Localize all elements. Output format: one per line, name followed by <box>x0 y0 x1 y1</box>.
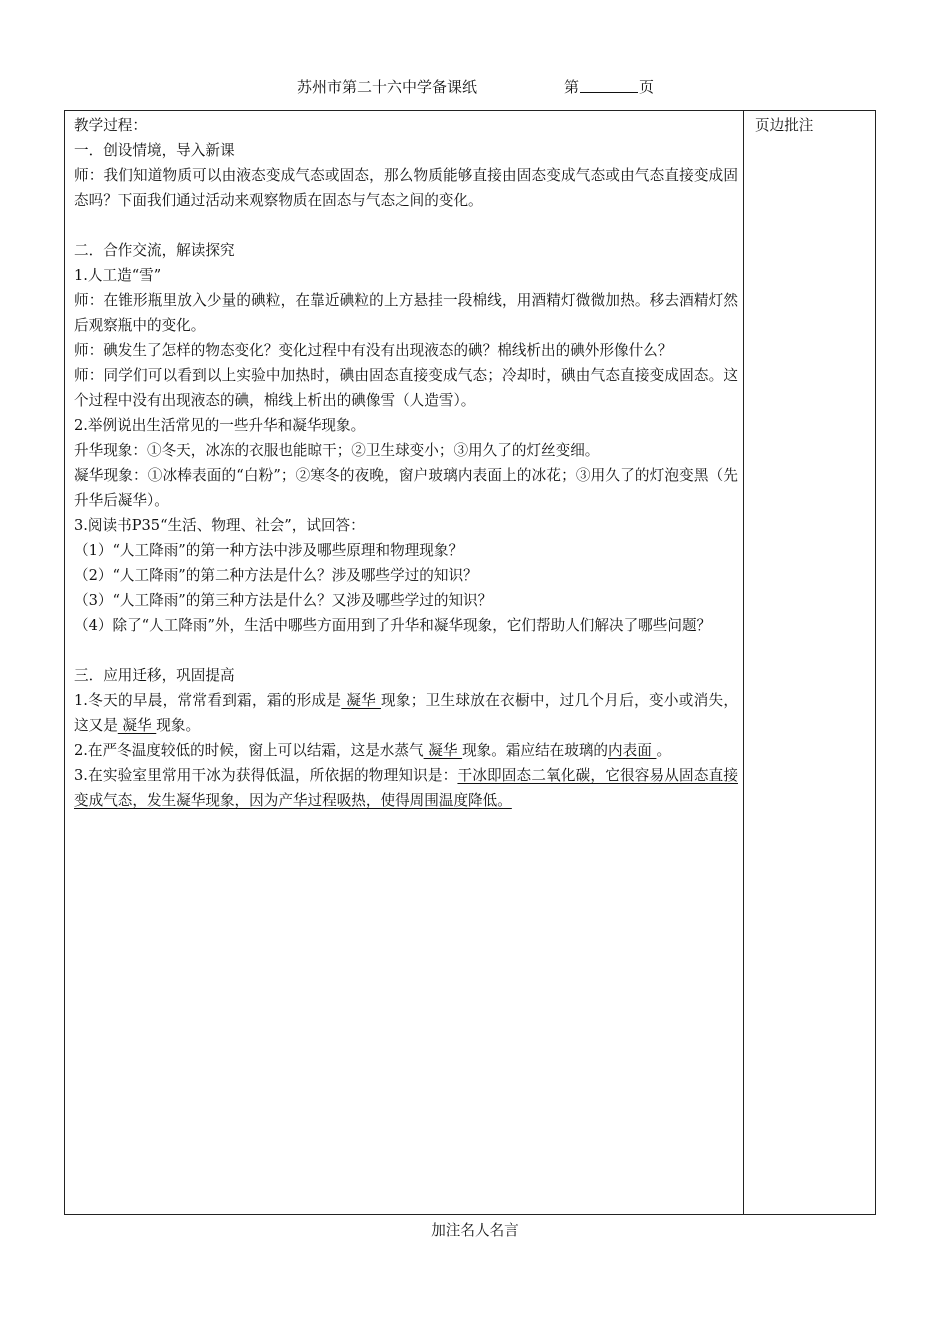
exercise-3-text-a: 3.在实验室里常用干冰为获得低温，所依据的物理知识是： <box>74 767 458 784</box>
school-name: 苏州市第二十六中学备课纸 <box>297 78 478 96</box>
exercise-2-answer-2: 内表面 <box>608 742 657 759</box>
item3-question-1: （1）“人工降雨”的第一种方法中涉及哪些原理和物理现象？ <box>74 542 464 559</box>
footer-quote-label: 加注名人名言 <box>431 1222 519 1239</box>
item1-paragraph-3: 师：同学们可以看到以上实验中加热时，碘由固态直接变成气态；冷却时，碘由气态直接变成固态。这个过程中没有出现液态的碘，棉线上析出的碘像雪（人造雪）。 <box>74 367 738 409</box>
item2-deposition: 凝华现象：①冰棒表面的“白粉”；②寒冬的夜晚，窗户玻璃内表面上的冰花；③用久了的灯泡变黑（先升华后凝华）。 <box>74 467 738 509</box>
teaching-process-column <box>74 113 738 813</box>
blank-line <box>74 638 738 663</box>
item3-question-2: （2）“人工降雨”的第二种方法是什么？涉及哪些学过的知识？ <box>74 567 478 584</box>
exercise-2-answer-1: 凝华 <box>423 742 463 759</box>
column-divider <box>743 111 744 1214</box>
exercise-1 <box>74 688 738 738</box>
margin-notes-title: 页边批注 <box>755 117 814 134</box>
page-suffix: 页 <box>639 78 655 96</box>
exercise-2 <box>74 738 738 763</box>
exercise-1-text-a: 1.冬天的早晨，常常看到霜，霜的形成是 <box>74 692 342 709</box>
exercise-1-answer-1: 凝华 <box>341 692 381 709</box>
exercise-2-text-b: 现象。霜应结在玻璃的 <box>462 742 609 759</box>
item3-question-3: （3）“人工降雨”的第三种方法是什么？又涉及哪些学过的知识？ <box>74 592 493 609</box>
section1-paragraph: 师：我们知道物质可以由液态变成气态或固态，那么物质能够直接由固态变成气态或由气态直接变成固态吗？下面我们通过活动来观察物质在固态与气态之间的变化。 <box>74 167 738 209</box>
item3-question-4: （4）除了“人工降雨”外，生活中哪些方面用到了升华和凝华现象，它们帮助人们解决了哪些问题？ <box>74 617 712 634</box>
page-prefix: 第 <box>564 78 580 96</box>
page-header <box>0 76 950 98</box>
item1-title: 1.人工造“雪” <box>74 267 162 284</box>
item2-sublimation: 升华现象：①冬天，冰冻的衣服也能晾干；②卫生球变小；③用久了的灯丝变细。 <box>74 442 600 459</box>
exercise-1-text-b: 现象；卫生球放在衣橱中，过几个月后，变小或消失，这又是 <box>74 692 739 734</box>
section2-heading: 二．合作交流，解读探究 <box>74 242 235 259</box>
exercise-1-answer-2: 凝华 <box>117 717 157 734</box>
section1-heading: 一．创设情境，导入新课 <box>74 142 235 159</box>
exercise-2-text-c: 。 <box>656 742 672 759</box>
item1-paragraph-1: 师：在锥形瓶里放入少量的碘粒，在靠近碘粒的上方悬挂一段棉线，用酒精灯微微加热。移去酒精灯然后观察瓶中的变化。 <box>74 292 738 334</box>
exercise-3 <box>74 763 738 813</box>
exercise-1-text-c: 现象。 <box>156 717 201 734</box>
exercise-2-text-a: 2.在严冬温度较低的时候，窗上可以结霜，这是水蒸气 <box>74 742 424 759</box>
item1-paragraph-2: 师：碘发生了怎样的物态变化？变化过程中有没有出现液态的碘？棉线析出的碘外形像什么？ <box>74 342 673 359</box>
item3-title: 3.阅读书P35“生活、物理、社会”，试回答： <box>74 517 365 534</box>
section3-heading: 三．应用迁移，巩固提高 <box>74 667 235 684</box>
exercise-3-answer: 干冰即固态二氧化碳，它很容易从固态直接变成气态，发生凝华现象，因为产华过程吸热，使得周围温度降低。 <box>74 767 738 809</box>
lesson-table <box>64 110 876 1215</box>
section-title: 教学过程： <box>74 117 147 134</box>
page-number-label <box>564 76 654 98</box>
page-number-blank <box>580 76 638 93</box>
item2-title: 2.举例说出生活常见的一些升华和凝华现象。 <box>74 417 366 434</box>
blank-line <box>74 213 738 238</box>
